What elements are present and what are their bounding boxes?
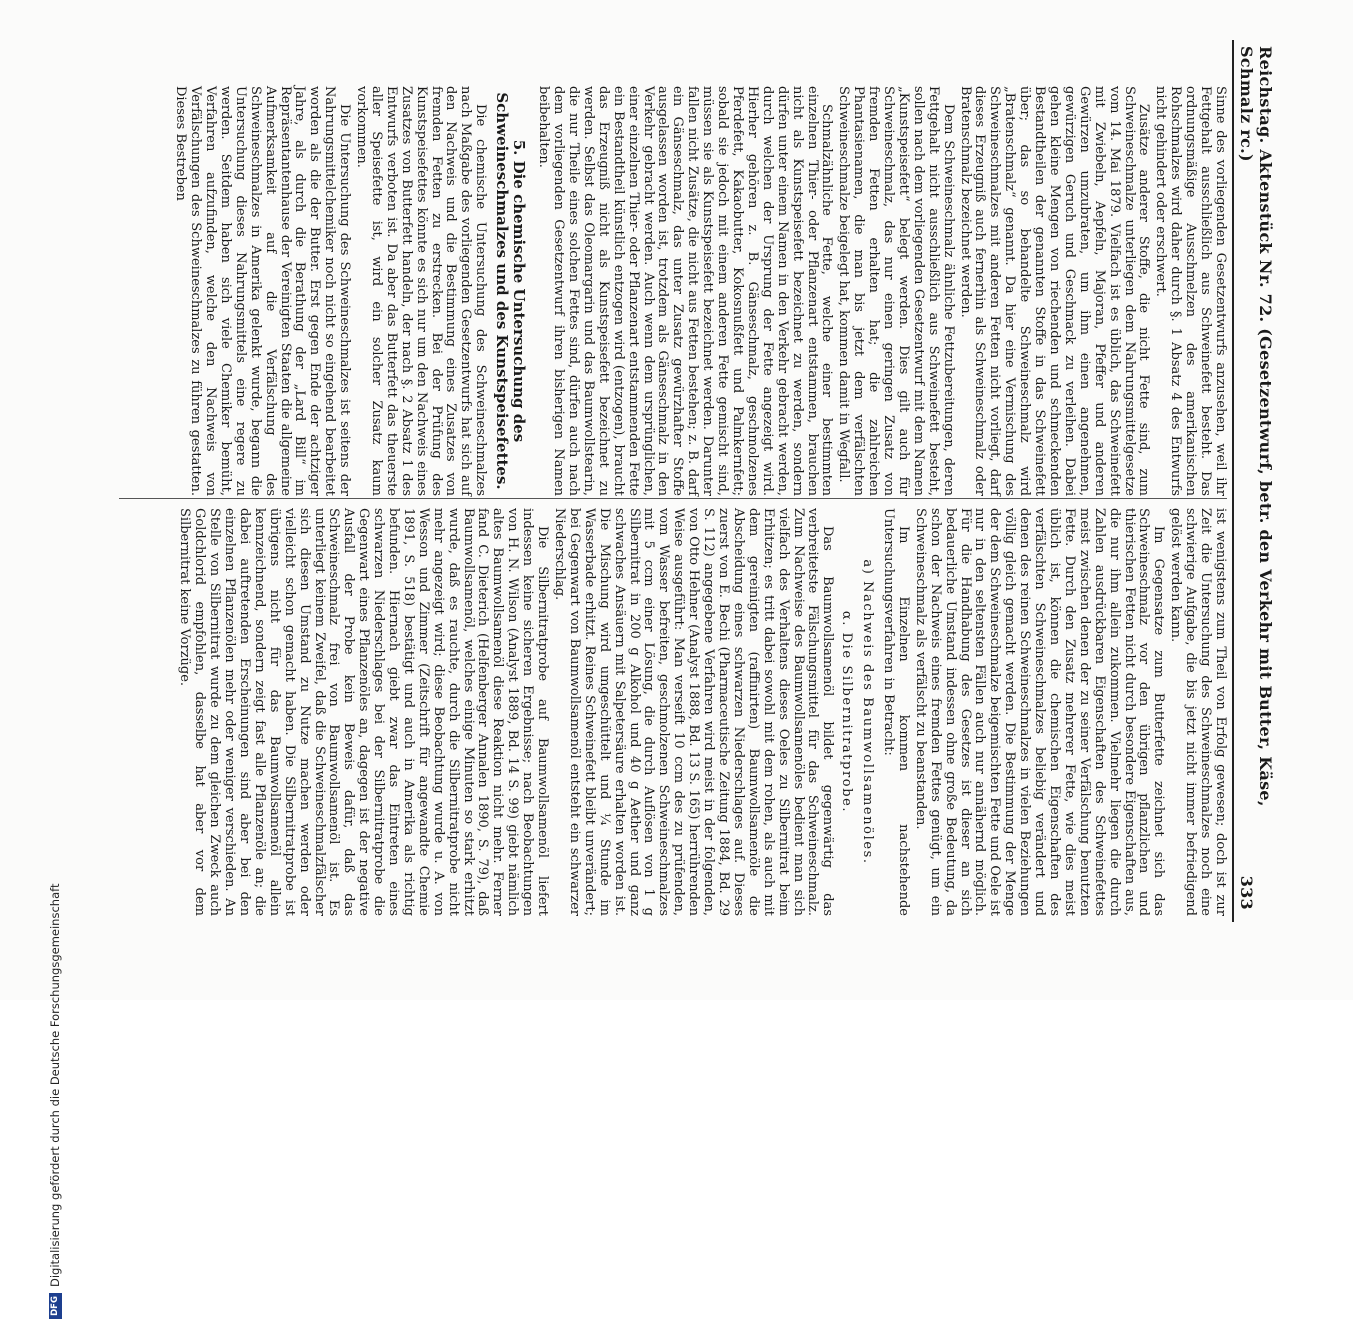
paragraph: ist wenigstens zum Theil von Erfolg gewesen; doch ist zur Zeit die Untersuchung des Schweineschmalzes noch eine schwierige Aufgabe, die bis jetzt nicht immer befriedigend gelöst werden kann. [1168,508,1228,916]
digitization-credit [48,884,62,1319]
column-divider [119,498,1227,499]
right-column [174,508,1227,916]
paragraph: Das Baumwollsamenöl bildet gegenwärtig das verbreitetste Fälschungsmittel für das Schweineschmalz. Zum Nachweise des Baumwollsamenöles bedient man sich vielfach des Verhaltens dieses Oeles zu Silbernitrat beim Erhitzen; es tritt dabei sowohl mit dem rohen, als auch mit dem gereinigten (raffinirten) Baumwollsamenöle die Abscheidung eines schwarzen Niederschlages auf. Dieses zuerst von E. Bechi (Pharmaceutische Zeitung 1884, Bd. 29 S. 112) angegebene Verfahren wird meist in der folgenden, von Otto Hehner (Analyst 1888, Bd. 13 S. 165) herrührenden Weise ausgeführt: Man verseift 10 ccm des zu prüfenden, vom Wasser befreiten, geschmolzenen Schweineschmalzes mit 5 ccm einer Lösung, die durch Auflösen von 1 g Silbernitrat in 200 g Alkohol und 40 g Aether und ganz schwaches Ansäuern mit Salpetersäure erhalten worden ist. Die Mischung wird umgeschüttelt und ¼ Stunde im Wasserbade erhitzt. Reines Schweinefett bleibt unverändert; bei Gegenwart von Baumwollsamenöl entsteht ein schwarzer Niederschlag. [552,508,836,916]
header-rule [1232,40,1234,922]
paragraph: Sinne des vorliegenden Gesetzentwurfs anzusehen, weil ihr Fettgehalt ausschließlich aus Schweinefett besteht. Das ordnungsmäßige Ausschmelzen des amerikanischen Rohschmalzes wird daher durch §. 1 Absatz 4 des Entwurfs nicht gehindert oder erschwert. [1153,86,1228,496]
section-heading: 5. Die chemische Untersuchung des Schweineschmalzes und des Kunstspeisefettes. [493,92,529,490]
credit-text: Digitalisierung gefördert durch die Deutsche Forschungsgemeinschaft [48,883,62,1287]
subsection-heading: a) Nachweis des Baumwollsamenöles. [860,559,876,865]
paragraph: Dem Schweineschmalz ähnliche Fettzubereitungen, deren Fettgehalt nicht ausschließlich aus Schweinefett besteht, sollen nach dem vorliegenden Gesetzentwurf mit dem Namen „Kunstspeisefett“ belegt werden. Dies gilt auch für Schweineschmalz, das nur einen geringen Zusatz von fremden Fetten erhalten hat; die zahlreichen Phantasienamen, die man bis jetzt dem verfälschten Schweineschmalze beigelegt hat, kommen damit in Wegfall. [836,86,956,496]
header-title: Reichstag. Aktenstück Nr. 72. (Gesetzentwurf, betr. den Verkehr mit Butter, Käse, Schmalz rc.) [1237,46,1275,807]
paragraph: Die chemische Untersuchung des Schweineschmalzes nach Maßgabe des vorliegenden Gesetzentwurfs hat sich auf den Nachweis und die Bestimmung eines Zusatzes von fremden Fetten zu erstrecken. Bei der Prüfung des Kunstspeisefettes könnte es sich nur um den Nachweis eines Zusatzes von Butterfett handeln, der nach §. 2 Absatz 1 des Entwurfs verboten ist. Da aber das Butterfett das theuerste aller Speisefette ist, wird ein solcher Zusatz kaum vorkommen. [354,86,489,496]
left-column [170,86,1227,496]
page-header [1237,46,1275,910]
paragraph: Schmalzähnliche Fette, welche einer bestimmten einzelnen Thier- oder Pflanzenart entstammen, brauchen nicht als Kunstspeisefett bezeichnet zu werden, sondern dürfen unter einem Namen in den Verkehr gebracht werden, durch welchen der Ursprung der Fette angezeigt wird. Hierher gehören z. B. Gänseschmalz, geschmolzenes Pferdefett, Kakaobutter, Kokosnußfett und Palmkernfett; sobald sie jedoch mit einem anderen Fette gemischt sind, müssen sie als Kunstspeisefett bezeichnet werden. Darunter fallen nicht Zusätze, die nicht aus Fetten bestehen; z. B. darf ein Gänseschmalz, das unter Zusatz gewürzhafter Stoffe ausgelassen worden ist, trotzdem als Gänseschmalz in den Verkehr gebracht werden. Auch wenn dem ursprünglichen, einer einzelnen Thier- oder Pflanzenart entstammenden Fette ein Bestandtheil künstlich entzogen wird (entzogen), braucht das Erzeugniß nicht als Kunstspeisefett bezeichnet zu werden. Selbst das Oleomargarin und das Baumwollstearin, die nur Theile eines solchen Fettes sind, dürfen auch nach dem vorliegenden Gesetzentwurf ihren bisherigen Namen beibehalten. [536,86,835,496]
dfg-logo: DFG [49,1293,62,1319]
paragraph: Im Gegensatze zum Butterfette zeichnet sich das Schweineschmalz vor den übrigen pflanzlichen und thierischen Fetten nicht durch besondere Eigenschaften aus, die nur ihm allein zukommen. Vielmehr liegen die durch Zahlen ausdrückbaren Eigenschaften des Schweinefettes meist zwischen denen der zu seiner Verfälschung benutzten Fette. Durch den Zusatz mehrerer Fette, wie dies meist üblich ist, können die chemischen Eigenschaften des verfälschten Schweineschmalzes beliebig verändert und denen des reinen Schweineschmalzes in vielen Beziehungen völlig gleich gemacht werden. Die Bestimmung der Menge der dem Schweineschmalze beigemischten Fette und Oele ist nur in den seltensten Fällen auch nur annähernd möglich. Für die Handhabung des Gesetzes ist dieser an sich bedauerliche Umstand indessen ohne große Bedeutung, da schon der Nachweis eines fremden Fettes genügt, um ein Schweineschmalz als verfälscht zu beanstanden. [912,508,1167,916]
paragraph: Die Silbernitratprobe auf Baumwollsamenöl liefert indessen keine sicheren Ergebnisse; nach Beobachtungen von H. N. Wilson (Analyst 1889, Bd. 14 S. 99) giebt nämlich altes Baumwollsamenöl diese Reaktion nicht mehr. Ferner fand C. Dieterich (Helfenberger Annalen 1890, S. 79), daß Baumwollsamenöl, welches einige Minuten so stark erhitzt wurde, daß es rauchte, durch die Silbernitratprobe nicht mehr angezeigt wird; diese Beobachtung wurde u. A. von Wesson und Zimmer (Zeitschrift für angewandte Chemie 1891, S. 518) bestätigt und auch in Amerika als richtig befunden. Hiernach giebt zwar das Eintreten eines schwarzen Niederschlages bei der Silbernitratprobe die Gegenwart eines Pflanzenöles an, dagegen ist der negative Ausfall der Probe kein Beweis dafür, daß das Schweineschmalz frei von Baumwollsamenöl ist. Es unterliegt keinem Zweifel, daß die Schweineschmalzfälscher sich diesen Umstand zu Nutze machen werden oder vielleicht schon gemacht haben. Die Silbernitratprobe ist übrigens nicht für das Baumwollsamenöl allein kennzeichnend, sondern zeigt fast alle Pflanzenöle an; die dabei auftretenden Erscheinungen sind aber bei den einzelnen Pflanzenölen mehr oder weniger verschieden. An Stelle von Silbernitrat wurde zu dem gleichen Zweck auch Goldchlorid empfohlen, dasselbe hat aber vor dem Silbernitrat keine Vorzüge. [177,508,551,916]
paragraph: Zusätze anderer Stoffe, die nicht Fette sind, zum Schweineschmalze unterliegen dem Nahrungsmittelgesetze vom 14. Mai 1879. Vielfach ist es üblich, das Schweinefett mit Zwiebeln, Aepfeln, Majoran, Pfeffer und anderen Gewürzen umzubraten, um ihm einen angenehmen, gewürzigen Geruch und Geschmack zu verleihen. Dabei gehen kleine Mengen von riechenden und schmeckenden Bestandtheilen der genannten Stoffe in das Schweinefett über; das so behandelte Schweineschmalz wird „Bratenschmalz“ genannt. Da hier eine Vermischung des Schweineschmalzes mit anderen Fetten nicht vorliegt, darf dieses Erzeugniß auch fernerhin als Schweineschmalz oder Bratenschmalz bezeichnet werden. [957,86,1152,496]
page-number: 333 [1237,875,1256,910]
subsubsection-heading: α. Die Silbernitratprobe. [839,610,855,814]
paragraph: Die Untersuchung des Schweineschmalzes ist seitens der Nahrungsmittelchemiker noch nicht so eingehend bearbeitet worden als die der Butter. Erst gegen Ende der achtziger Jahre, als durch die Berathung der „Lard Bill“ im Repräsentantenhause der Vereinigten Staaten die allgemeine Aufmerksamkeit auf die Verfälschung des Schweineschmalzes in Amerika gelenkt wurde, begann die Untersuchung dieses Nahrungsmittels eine regere zu werden. Seitdem haben sich viele Chemiker bemüht, Verfahren aufzufinden, welche den Nachweis von Verfälschungen des Schweineschmalzes zu führen gestatten. Dieses Bestreben [173,86,353,496]
paragraph: Im Einzelnen kommen nachstehende Untersuchungsverfahren in Betracht: [881,508,911,916]
